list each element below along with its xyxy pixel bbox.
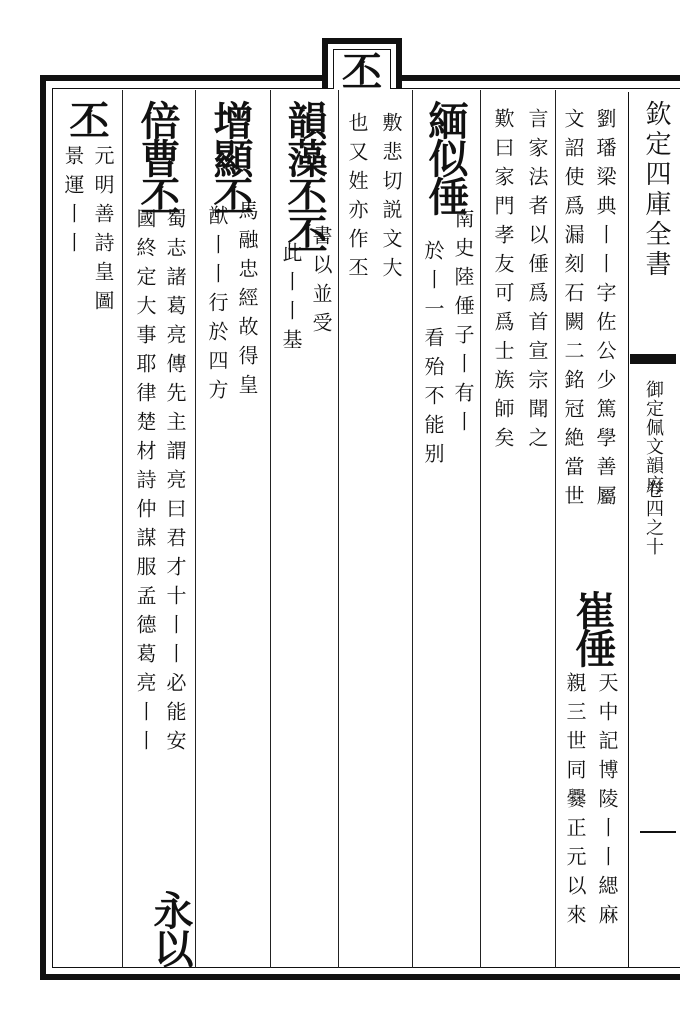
column-rule — [480, 90, 481, 968]
margin-tick — [640, 831, 676, 833]
text-column: 歎曰家門孝友可爲士族師矣 — [491, 108, 515, 456]
text-column: 也又姓亦作丕 — [345, 112, 369, 286]
entry-headword: 丕 — [63, 100, 110, 138]
text-column: 馬融忠經故得皇 — [235, 200, 259, 403]
entry-headword: 崔倕 — [569, 590, 616, 666]
entry-headword: 永以 — [147, 890, 194, 966]
column-rule — [412, 90, 413, 968]
text-column: 文詔使爲漏刻石闕二銘冠絶當世 — [561, 108, 585, 514]
margin-band — [630, 354, 676, 364]
entry-headword: 增顯丕 — [207, 100, 254, 214]
column-rule — [122, 90, 123, 968]
column-rule — [195, 90, 196, 968]
column-rule — [338, 90, 339, 968]
text-column: 蜀志諸葛亮傳先主謂亮曰君才十丨丨必能安 — [163, 208, 187, 759]
margin-volume: 卷四之十 — [643, 480, 664, 556]
text-column: 書以並受 — [309, 225, 333, 341]
margin-subtitle: 御定佩文韻府 — [643, 380, 664, 494]
entry-headword: 倍曹丕 — [134, 100, 181, 214]
text-column: 敷悲切説文大 — [379, 112, 403, 286]
text-column: 此丨丨基 — [279, 242, 303, 358]
head-character: 丕 — [342, 49, 382, 96]
margin-title: 欽定四庫全書 — [641, 100, 671, 280]
text-column: 南史陸倕子丨有丨 — [451, 208, 475, 440]
text-column: 元明善詩皇圖 — [91, 145, 115, 319]
text-column: 於丨一看殆不能别 — [421, 240, 445, 472]
column-rule — [270, 90, 271, 968]
text-column: 言家法者以倕爲首宣宗聞之 — [525, 108, 549, 456]
column-rule — [555, 90, 556, 968]
text-column: 景運丨丨 — [61, 145, 85, 261]
text-column: 天中記博陵丨丨緦麻 — [595, 672, 619, 933]
text-column: 國終定大事耶律楚材詩仲謀服孟德葛亮丨丨 — [133, 208, 157, 759]
text-column: 親三世同爨正元以來 — [563, 672, 587, 933]
text-column: 劉璠梁典丨丨字佐公少篤學善屬 — [593, 108, 617, 514]
entry-headword: 韻藻丕丕 — [281, 100, 328, 252]
text-column: 猷丨丨行於四方 — [205, 205, 229, 408]
entry-headword: 緬似倕 — [422, 100, 469, 214]
